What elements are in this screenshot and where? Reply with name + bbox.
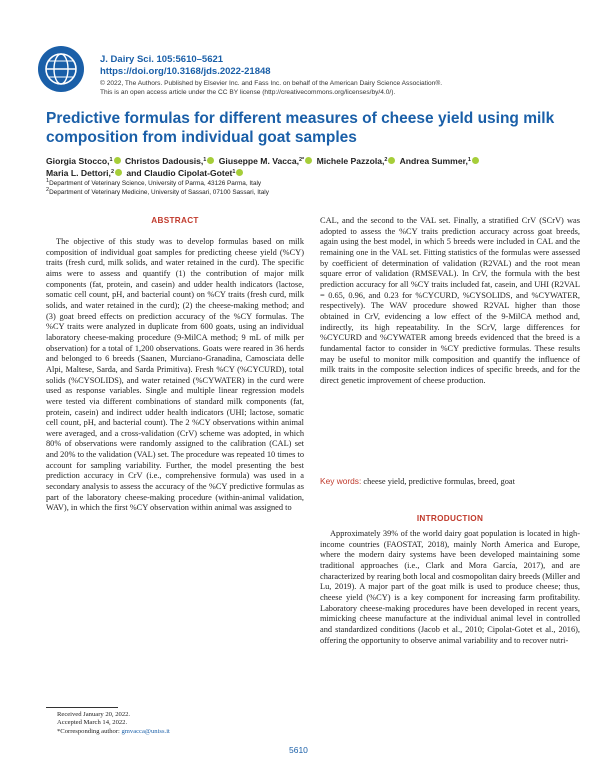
orcid-icon[interactable] — [305, 157, 312, 164]
author-name: Andrea Summer, — [399, 156, 468, 166]
license-text: This is an open access article under the CC BY license (http://creativecommons.org/licenses/by/4.0/). — [100, 89, 396, 96]
author-affil-mark: 2 — [110, 169, 115, 175]
affiliation-line — [46, 180, 566, 189]
jds-logo-icon — [36, 44, 86, 94]
keywords-label: Key words: — [320, 476, 362, 486]
orcid-icon[interactable] — [236, 169, 243, 176]
introduction-column — [320, 529, 580, 646]
author-name: and Claudio Cipolat-Gotet — [126, 168, 233, 178]
corresponding-email-link[interactable]: gmvacca@uniss.it — [121, 727, 170, 735]
corresponding-author — [57, 728, 170, 736]
copyright-text: © 2022, The Authors. Published by Elsevier Inc. and Fass Inc. on behalf of the American Dairy Science Association®. — [100, 80, 443, 87]
keywords-text: cheese yield, predictive formulas, breed, goat — [363, 477, 515, 486]
journal-header — [100, 54, 271, 78]
author-name: Maria L. Dettori, — [46, 168, 111, 178]
affiliation-number: 2 — [46, 186, 50, 193]
copyright-notice — [100, 79, 570, 97]
abstract-text-left: The objective of this study was to develop formulas based on milk composition of individual goat samples for predicting cheese yield (%CY) traits (fresh curd, milk solids, and water retained in the curd). The specific aims were to assess and quantify (1) the contribution of major milk components (fat, protein, and casein) and udder health indicators (lactose, somatic cell count, pH, and bacterial count) on %CY traits (fresh curd, milk solids, and water retained in the curd); (2) the cheese-making method; and (3) goat breed effects on prediction accuracy of the %CY formulas. The %CY traits were analyzed in duplicate from 600 goats, using an individual laboratory cheese-making procedure (9-MilCA method; 9 mL of milk per observation) for a total of 1,200 observations. Goats were reared in 36 herds and belonged to 6 breeds (Saanen, Murciano-Granadina, Camosciata delle Alpi, Maltese, Sarda, and Sarda Primitiva). Fresh %CY (%CYCURD), total solids (%CYSOLIDS), and water retained (%CYWATER) in the curd were used as response variables. Single and multiple linear regression models were tested via different combinations of standard milk components (fat, protein, casein) and indirect udder health indicators (UHI; lactose, somatic cell count, pH, and bacterial count). The 2 %CY observations within animal were averaged, and a cross-validation (CrV) scheme was adopted, in which 80% of observations were randomly assigned to the calibration (CAL) set and 20% to the validation (VAL) set. The procedure was repeated 10 times to account for sampling variability. Further, the model presenting the best prediction accuracy in CrV (i.e., comprehensive formula) was used in a secondary analysis to assess the accuracy of the %CY predictive formulas as part of the laboratory cheese-making procedure (within-animal validation, WAV), in which the first %CY observation within animal was assigned to — [46, 237, 304, 513]
journal-citation: J. Dairy Sci. 105:5610–5621 — [100, 54, 224, 65]
orcid-icon[interactable] — [472, 157, 479, 164]
keywords — [320, 476, 580, 488]
affiliations — [46, 180, 566, 197]
author-affil-mark: 2 — [384, 157, 388, 163]
affiliation-line — [46, 186, 566, 198]
author-affil-mark: 1 — [232, 169, 236, 175]
author-affil-mark: 1 — [109, 157, 113, 163]
affiliation-number: 1 — [46, 178, 50, 184]
orcid-icon[interactable] — [115, 169, 122, 176]
introduction-text: Approximately 39% of the world dairy goat population is located in high-income countries (FAOSTAT, 2018), mainly North America and Europe, where the modern dairy systems have been developed maintaining some traditional approaches (i.e., Clark and Mora García, 2017), and are characterized by rearing both local and cosmopolitan dairy breeds (Miller and Lu, 2019). A major part of the goat milk is used to produce cheese; thus, cheese yield (%CY) is a key component for increasing farm profitability. Laboratory cheese-making procedures have been developed in recent years, mimicking cheese manufacture at the individual animal level in controlled and standardized conditions (Jacob et al., 2010; Cipolat-Gotet et al., 2016), offering the opportunity to observe animal variability and to recover nutri- — [320, 529, 580, 645]
affiliation-text: Department of Veterinary Science, University of Parma, 43126 Parma, Italy — [49, 180, 262, 187]
article-title: Predictive formulas for different measures of cheese yield using milk composition from individual goat samples — [46, 110, 555, 146]
orcid-icon[interactable] — [207, 157, 214, 164]
corresponding-label: *Corresponding author: — [57, 727, 120, 735]
author-name: Giorgia Stocco, — [46, 156, 110, 166]
abstract-text-right: CAL, and the second to the VAL set. Finally, a stratified CrV (SCrV) was adopted to assess the %CY traits prediction accuracy across goat breeds, again using the best model, in which 5 breeds were included in CAL and the remaining one in the VAL set. Fitting statistics of the formulas were assessed by coefficient of determination of validation (R2VAL) and the root mean square error of validation (RMSEVAL). In CrV, the formula with the best prediction accuracy for all %CY traits included fat, casein, and UHI (R2VAL = 0.65, 0.96, and 0.23 for %CYCURD, %CYSOLIDS, and %CYWATER, respectively). The WAV procedure showed R2VAL higher than those obtained in CrV, evidencing a low effect of the 9-MilCA method and, indirectly, its high repeatability. In the SCrV, large differences for %CYCURD and %CYWATER among breeds evidenced that the breed is a fundamental factor to consider in %CY predictive formulas. These results may be useful to monitor milk composition and quantify the influence of milk traits in the composite selection indices of specific breeds, and for the direct genetic improvement of cheese production. — [320, 216, 580, 385]
abstract-right-column — [320, 216, 580, 387]
footnote — [57, 711, 170, 736]
author-list — [46, 155, 566, 179]
orcid-icon[interactable] — [388, 157, 395, 164]
author-affil-mark: 1 — [467, 157, 471, 163]
author-affil-mark: 2* — [299, 157, 305, 163]
affiliation-text: Department of Veterinary Medicine, University of Sassari, 07100 Sassari, Italy — [49, 188, 269, 196]
author-name: Giuseppe M. Vacca, — [218, 156, 299, 166]
author-name: Michele Pazzola, — [316, 156, 385, 166]
page-number: 5610 — [289, 745, 308, 755]
orcid-icon[interactable] — [114, 157, 121, 164]
footnote-divider — [46, 707, 118, 708]
abstract-left-column — [46, 237, 304, 514]
accepted-date: Accepted March 14, 2022. — [57, 719, 128, 727]
journal-doi-link[interactable]: https://doi.org/10.3168/jds.2022-21848 — [100, 66, 271, 77]
abstract-heading: ABSTRACT — [151, 216, 199, 225]
introduction-heading: INTRODUCTION — [416, 514, 484, 523]
received-date: Received January 20, 2022. — [57, 711, 131, 718]
author-name: Christos Dadousis, — [124, 156, 204, 166]
author-affil-mark: 1 — [203, 157, 207, 163]
